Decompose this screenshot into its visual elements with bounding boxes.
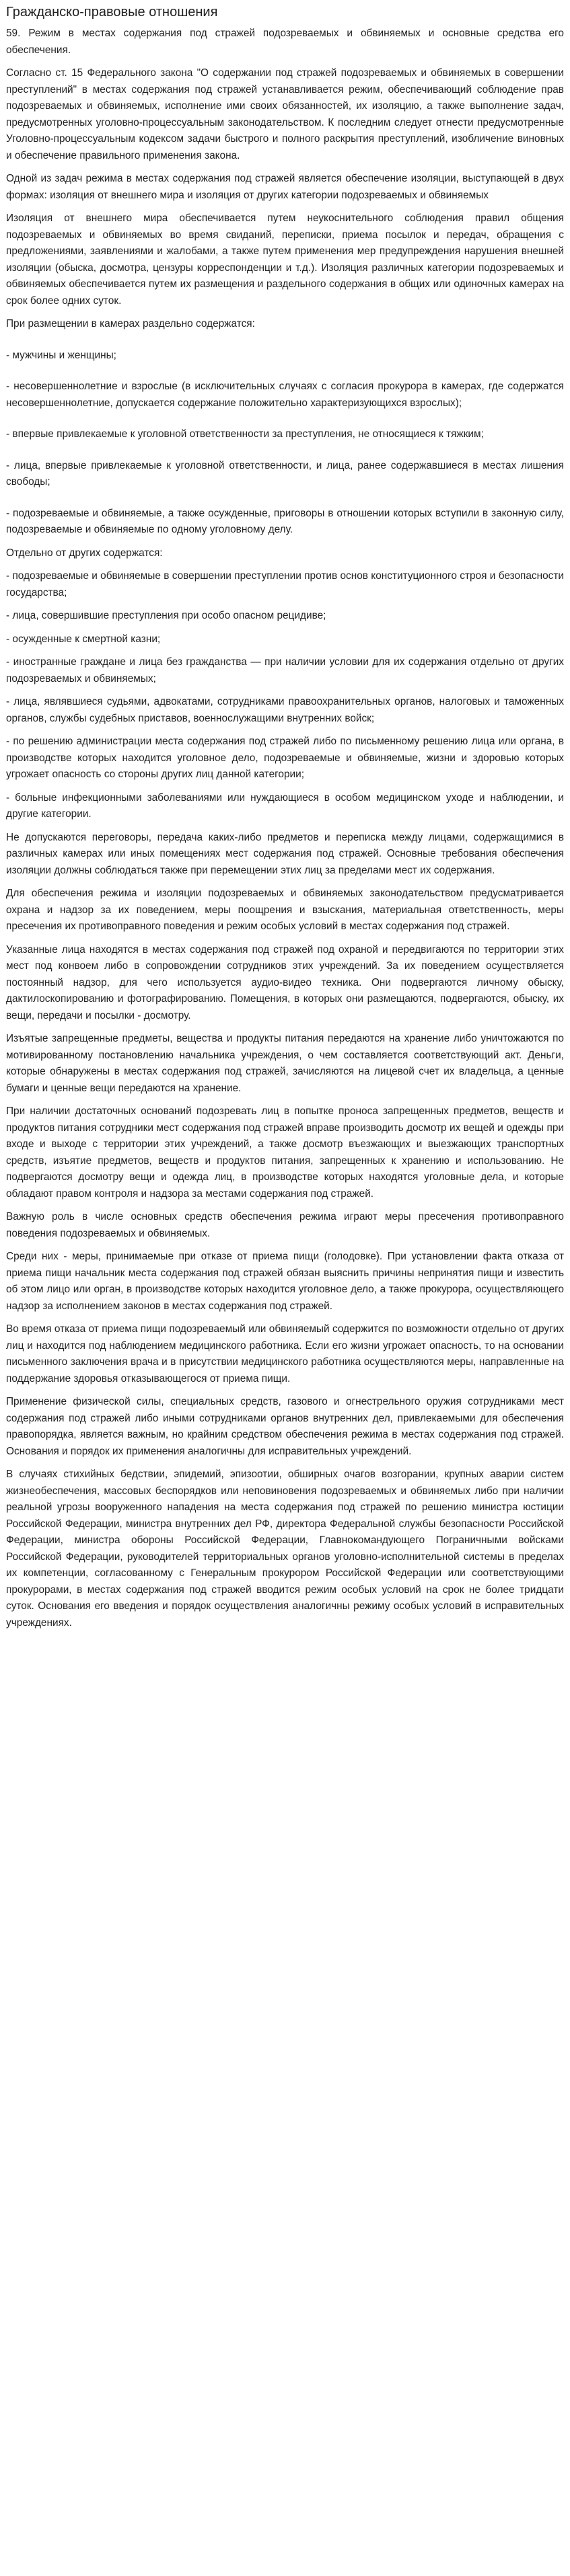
- list-item: - лица, впервые привлекаемые к уголовной ответственности, и лица, ранее содержавшиеся в местах лишения свободы;: [6, 459, 564, 487]
- list-item: - лица, совершившие преступления при особо опасном рецидиве;: [6, 610, 326, 621]
- paragraph: Применение физической силы, специальных средств, газового и огнестрельного оружия сотрудниками мест содержания под стражей либо иными сотрудниками органов внутренних дел, привлекаемыми для обеспечения правопорядка, является важным, но крайним средством обеспечения режима в местах содержания под стражей. Основания и порядок их применения аналогичны для исправительных учреждений.: [6, 1396, 564, 1457]
- page-title: Гражданско-правовые отношения: [6, 5, 218, 19]
- article-body: [6, 26, 564, 1631]
- paragraph: Изоляция от внешнего мира обеспечивается путем неукоснительного соблюдения правил общения подозреваемых и обвиняемых во время свиданий, переписки, приема посылок и передач, обращения с предложениями, заявлениями и жалобами, а также путем применения мер предупреждения нарушения внешней изоляции (обыска, досмотра, цензуры корреспонденции и т.д.). Изоляция различных категории подозреваемых и обвиняемых обеспечивается путем их размещения и раздельного содержания в общих или одиночных камерах на срок более одних суток.: [6, 212, 564, 307]
- list-item: - впервые привлекаемые к уголовной ответственности за преступления, не относящиеся к тяжким;: [6, 428, 484, 440]
- paragraph-heading: 59. Режим в местах содержания под стражей подозреваемых и обвиняемых и основные средства его обеспечения.: [6, 28, 564, 56]
- paragraph: Не допускаются переговоры, передача каких-либо предметов и переписка между лицами, содержащимися в различных камерах или иных помещениях мест содержания под стражей. Основные требования обеспечения изоляции должны соблюдаться также при перемещении этих лиц за пределами мест их содержания.: [6, 831, 564, 876]
- paragraph: Указанные лица находятся в местах содержания под стражей под охраной и передвигаются по территории этих мест под конвоем либо в сопровождении сотрудников этих учреждений. За их поведением осуществляется постоянный надзор, для чего используется аудио-видео техника. Они подвергаются личному обыску, дактилоскопированию и фотографированию. Помещения, в которых они размещаются, подвергаются, обыску, их вещи, передачи и посылки - досмотру.: [6, 943, 564, 1021]
- list-item: - по решению администрации места содержания под стражей либо по письменному решению лица или органа, в производстве которых находится уголовное дело, подозреваемые и обвиняемые, жизни и здоровью которых угрожает опасность со стороны других лиц данной категории;: [6, 736, 564, 780]
- list-item: - несовершеннолетние и взрослые (в исключительных случаях с согласия прокурора в камерах, где содержатся несовершеннолетние, допускается содержание положительно характеризующихся взрослых);: [6, 381, 564, 409]
- paragraph: При размещении в камерах раздельно содержатся:: [6, 318, 255, 329]
- paragraph: Согласно ст. 15 Федерального закона "О содержании под стражей подозреваемых и обвиняемых в совершении преступлений" в местах содержания под стражей устанавливается режим, обеспечивающий соблюдение прав подозреваемых и обвиняемых, исполнение ими своих обязанностей, их изоляцию, а также выполнение задач, предусмотренных уголовно-процессуальным законодательством. К последним следует отнести предусмотренные Уголовно-процессуальным кодексом задачи быстрого и полного раскрытия преступлений, изобличение виновных и обеспечение правильного применения закона.: [6, 67, 564, 161]
- list-item: - мужчины и женщины;: [6, 349, 116, 361]
- paragraph: Для обеспечения режима и изоляции подозреваемых и обвиняемых законодательством предусматривается охрана и надзор за их поведением, меры поощрения и взыскания, материальная ответственность, меры пресечения их противоправного поведения и режим особых условий в местах содержания под стражей.: [6, 888, 564, 932]
- list-item: - подозреваемые и обвиняемые в совершении преступлении против основ конституционного строя и безопасности государства;: [6, 570, 564, 598]
- list-item: - осужденные к смертной казни;: [6, 633, 161, 645]
- paragraph: Одной из задач режима в местах содержания под стражей является обеспечение изоляции, выступающей в двух формах: изоляция от внешнего мира и изоляция от других категории подозреваемых и обвиняемых: [6, 173, 564, 201]
- paragraph: Во время отказа от приема пищи подозреваемый или обвиняемый содержится по возможности отдельно от других лиц и находится под наблюдением медицинского работника. Если его жизни угрожает опасность, то на основании письменного заключения врача и в присутствии медицинского работника осуществляются меры, направленные на поддержание здоровья отказывающегося от приема пищи.: [6, 1323, 564, 1384]
- paragraph: Изъятые запрещенные предметы, вещества и продукты питания передаются на хранение либо уничтожаются по мотивированному постановлению начальника учреждения, о чем составляется соответствующий акт. Деньги, которые обнаружены в местах содержания под стражей, зачисляются на лицевой счет их владельца, а ценные бумаги и ценные вещи передаются на хранение.: [6, 1033, 564, 1094]
- paragraph: Среди них - меры, принимаемые при отказе от приема пищи (голодовке). При установлении факта отказа от приема пищи начальник места содержания под стражей обязан выяснить причины непринятия пищи и известить об этом лицо или орган, в производстве которых находится уголовное дело, а также прокурора, осуществляющего надзор за исполнением законов в местах содержания под стражей.: [6, 1251, 564, 1312]
- paragraph: При наличии достаточных оснований подозревать лиц в попытке проноса запрещенных предметов, веществ и продуктов питания сотрудники мест содержания под стражей вправе производить досмотр их вещей и одежды при входе и выходе с территории этих учреждений, а также досмотр въезжающих и выезжающих транспортных средств, изъятие предметов, веществ и продуктов питания, запрещенных к хранению и использованию. Не подвергаются досмотру вещи и одежда лиц, в производстве которых находятся уголовные дела, и которые обладают правом контроля и надзора за местами содержания под стражей.: [6, 1105, 564, 1200]
- paragraph: Важную роль в числе основных средств обеспечения режима играют меры пресечения противоправного поведения подозреваемых и обвиняемых.: [6, 1211, 564, 1239]
- paragraph: Отдельно от других содержатся:: [6, 547, 163, 559]
- list-item: - иностранные граждане и лица без гражданства — при наличии условии для их содержания отдельно от других подозреваемых и обвиняемых;: [6, 656, 564, 685]
- paragraph: В случаях стихийных бедствии, эпидемий, эпизоотии, обширных очагов возгорании, крупных аварии систем жизнеобеспечения, массовых беспорядков или неповиновения подозреваемых и обвиняемых либо при наличии реальной угрозы вооруженного нападения на места содержания под стражей по решению министра юстиции Российской Федерации, министра внутренних дел РФ, директора Федеральной службы безопасности Российской Федерации, министра обороны Российской Федерации, Главнокомандующего Пограничными войсками Российской Федерации, руководителей территориальных органов уголовно-исполнительной системы в пределах их компетенции, согласованному с Генеральным прокурором Российской Федерации или соответствующими прокурорами, в местах содержания под стражей вводится режим особых условий на срок не более тридцати суток. Основания его введения и порядок осуществления аналогичны режиму особых условий в исправительных учреждениях.: [6, 1469, 564, 1629]
- list-item: - лица, являвшиеся судьями, адвокатами, сотрудниками правоохранительных органов, налоговых и таможенных органов, службы судебных приставов, военнослужащими внутренних войск;: [6, 696, 564, 724]
- list-item: - больные инфекционными заболеваниями или нуждающиеся в особом медицинском уходе и наблюдении, и другие категории.: [6, 791, 564, 820]
- list-item: - подозреваемые и обвиняемые, а также осужденные, приговоры в отношении которых вступили в законную силу, подозреваемые и обвиняемые по одному уголовному делу.: [6, 507, 564, 535]
